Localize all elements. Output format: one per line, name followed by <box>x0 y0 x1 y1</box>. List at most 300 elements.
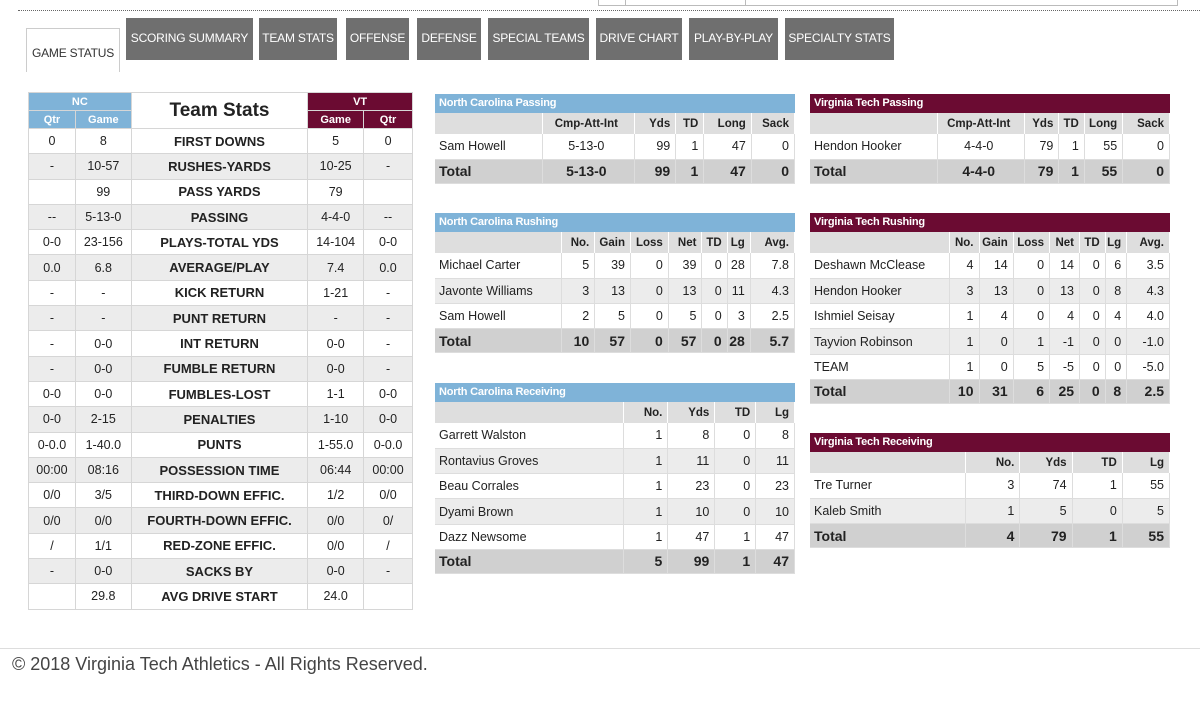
vt-rushing-table <box>810 232 1170 404</box>
column-header-row <box>810 232 1170 253</box>
vt-game-value: 0-0 <box>308 559 364 584</box>
column-header: Lg <box>727 232 750 253</box>
total-value: 10 <box>949 379 979 403</box>
total-row <box>810 524 1170 548</box>
vt-qtr-value: 0/0 <box>364 483 413 508</box>
vt-qtr-value: / <box>364 533 413 558</box>
nc-game-value: - <box>75 280 131 305</box>
stat-value: 0 <box>1013 304 1049 329</box>
nc-game-value: 2-15 <box>75 407 131 432</box>
player-column-header <box>810 452 966 473</box>
column-header: Loss <box>1013 232 1049 253</box>
vt-qtr-value: - <box>364 331 413 356</box>
player-name: Hendon Hooker <box>810 278 949 303</box>
stat-value: 5 <box>1013 354 1049 379</box>
stat-value: 0 <box>979 329 1013 354</box>
team-stats-title: Team Stats <box>131 93 308 129</box>
stat-value: 5 <box>1020 498 1072 523</box>
vt-game-header: Game <box>308 111 364 129</box>
vt-game-value: 1-21 <box>308 280 364 305</box>
vt-rushing-box <box>810 213 1170 404</box>
player-column-header <box>810 232 949 253</box>
team-stat-row <box>29 129 413 154</box>
player-row <box>435 474 795 499</box>
stat-value: 0 <box>1080 278 1106 303</box>
nc-game-value: 29.8 <box>75 584 131 609</box>
stat-value: 8 <box>668 423 715 448</box>
nc-game-value: - <box>75 306 131 331</box>
player-name: TEAM <box>810 354 949 379</box>
vt-qtr-value: 00:00 <box>364 457 413 482</box>
stat-value: 0 <box>702 253 727 278</box>
column-header: TD <box>1080 232 1106 253</box>
column-header-row <box>435 232 795 253</box>
total-value: 5.7 <box>750 329 794 353</box>
column-header: Net <box>1050 232 1080 253</box>
player-row <box>810 498 1170 523</box>
stat-value: 14 <box>979 253 1013 278</box>
vt-game-value: 0-0 <box>308 331 364 356</box>
column-header: Lg <box>756 402 795 423</box>
stat-value: 11 <box>668 448 715 473</box>
team-stat-row <box>29 559 413 584</box>
stat-value: 1 <box>949 304 979 329</box>
team-stat-row <box>29 255 413 280</box>
nc-qtr-value: 0 <box>29 129 76 154</box>
nc-rushing-table <box>435 232 795 353</box>
vt-qtr-value: - <box>364 356 413 381</box>
stat-value: 1 <box>624 499 668 524</box>
player-row <box>435 253 795 278</box>
team-stat-row <box>29 432 413 457</box>
player-row <box>435 499 795 524</box>
player-name: Rontavius Groves <box>435 448 624 473</box>
tab-scoring-summary[interactable]: SCORING SUMMARY <box>126 18 253 60</box>
stat-value: 28 <box>727 253 750 278</box>
stat-label: RUSHES-YARDS <box>131 154 308 179</box>
player-name: Garrett Walston <box>435 423 624 448</box>
nc-game-value: 23-156 <box>75 230 131 255</box>
player-column-header <box>435 113 543 134</box>
total-value: 47 <box>756 549 795 573</box>
stat-value: 2 <box>561 304 595 329</box>
stat-value: 1 <box>1059 134 1085 159</box>
vt-game-value: 24.0 <box>308 584 364 609</box>
nc-game-value: 0-0 <box>75 356 131 381</box>
nc-qtr-value: - <box>29 280 76 305</box>
total-value: 0 <box>630 329 668 353</box>
stat-value: 13 <box>979 278 1013 303</box>
stat-value: 3 <box>727 304 750 329</box>
total-value: 0 <box>702 329 727 353</box>
player-row <box>810 134 1170 159</box>
player-row <box>810 304 1170 329</box>
player-row <box>810 278 1170 303</box>
total-value: 99 <box>635 159 676 183</box>
nc-game-value: 10-57 <box>75 154 131 179</box>
total-value: 4 <box>966 524 1020 548</box>
vt-passing-table <box>810 113 1170 184</box>
stat-value: -1 <box>1050 329 1080 354</box>
nc-qtr-value: - <box>29 331 76 356</box>
total-value: 4-4-0 <box>938 159 1025 183</box>
stat-label: FUMBLES-LOST <box>131 381 308 406</box>
stat-value: 39 <box>595 253 631 278</box>
stat-value: 0 <box>751 134 794 159</box>
vt-qtr-value <box>364 584 413 609</box>
stat-value: 47 <box>704 134 752 159</box>
total-value: 57 <box>668 329 702 353</box>
stat-value: -1.0 <box>1127 329 1170 354</box>
vt-game-value: 0-0 <box>308 356 364 381</box>
column-header: Cmp-Att-Int <box>543 113 635 134</box>
stat-value: 0 <box>702 278 727 303</box>
tab-game-status[interactable]: GAME STATUS <box>26 28 120 72</box>
nc-game-value: 1/1 <box>75 533 131 558</box>
total-value: 8 <box>1105 379 1126 403</box>
stat-label: PLAYS-TOTAL YDS <box>131 230 308 255</box>
copyright-footer: © 2018 Virginia Tech Athletics - All Rights Reserved. <box>12 654 428 674</box>
nc-qtr-value <box>29 584 76 609</box>
team-stat-row <box>29 381 413 406</box>
stat-value: 5 <box>561 253 595 278</box>
total-label: Total <box>435 549 624 573</box>
vt-receiving-box <box>810 433 1170 548</box>
column-header: Sack <box>751 113 794 134</box>
vt-qtr-header: Qtr <box>364 111 413 129</box>
player-row <box>810 253 1170 278</box>
stat-value: 13 <box>668 278 702 303</box>
nc-game-value: 0-0 <box>75 331 131 356</box>
tab-defense[interactable]: DEFENSE <box>417 18 481 60</box>
total-value: 79 <box>1020 524 1072 548</box>
stat-value: 0 <box>1123 134 1170 159</box>
nc-qtr-value: 0.0 <box>29 255 76 280</box>
vt-game-value: 1-10 <box>308 407 364 432</box>
player-row <box>435 423 795 448</box>
total-value: 2.5 <box>1127 379 1170 403</box>
total-row <box>435 549 795 573</box>
team-stat-row <box>29 356 413 381</box>
nc-game-value: 99 <box>75 179 131 204</box>
player-name: Kaleb Smith <box>810 498 966 523</box>
stat-value: 1 <box>1072 473 1122 498</box>
column-header: No. <box>966 452 1020 473</box>
vt-receiving-title: Virginia Tech Receiving <box>810 433 1170 452</box>
stat-value: 4.3 <box>750 278 794 303</box>
stat-value: 0 <box>1105 329 1126 354</box>
vt-qtr-value: - <box>364 154 413 179</box>
stat-value: 7.8 <box>750 253 794 278</box>
total-value: 6 <box>1013 379 1049 403</box>
total-value: 79 <box>1025 159 1059 183</box>
column-header: Lg <box>1122 452 1169 473</box>
total-row <box>810 379 1170 403</box>
stat-value: 0 <box>1080 304 1106 329</box>
vt-passing-box <box>810 94 1170 184</box>
tab-team-stats[interactable]: TEAM STATS <box>259 18 337 60</box>
vt-game-value: 7.4 <box>308 255 364 280</box>
nc-receiving-title: North Carolina Receiving <box>435 383 795 402</box>
tab-play-by-play[interactable]: PLAY-BY-PLAY <box>689 18 778 60</box>
vt-game-value: 5 <box>308 129 364 154</box>
column-header: TD <box>1059 113 1085 134</box>
nc-game-value: 0-0 <box>75 559 131 584</box>
vt-qtr-value: - <box>364 306 413 331</box>
nc-qtr-value: 0-0 <box>29 407 76 432</box>
stat-label: FOURTH-DOWN EFFIC. <box>131 508 308 533</box>
player-name: Javonte Williams <box>435 278 561 303</box>
column-header-row <box>435 402 795 423</box>
player-name: Deshawn McClease <box>810 253 949 278</box>
player-row <box>810 354 1170 379</box>
total-value: 55 <box>1084 159 1122 183</box>
column-header: TD <box>702 232 727 253</box>
team-stat-row <box>29 584 413 609</box>
nc-game-value: 6.8 <box>75 255 131 280</box>
dotted-divider <box>18 10 1200 11</box>
nc-qtr-value: 0-0 <box>29 381 76 406</box>
stat-value: 0 <box>630 253 668 278</box>
player-row <box>810 473 1170 498</box>
stat-label: FIRST DOWNS <box>131 129 308 154</box>
nc-rushing-title: North Carolina Rushing <box>435 213 795 232</box>
stat-value: 1 <box>676 134 704 159</box>
total-value: 57 <box>595 329 631 353</box>
vt-game-value: 79 <box>308 179 364 204</box>
stat-value: 4 <box>949 253 979 278</box>
stat-label: SACKS BY <box>131 559 308 584</box>
top-field-box <box>598 0 1178 6</box>
stat-value: 0 <box>715 474 756 499</box>
nc-qtr-value: 0/0 <box>29 508 76 533</box>
nc-qtr-value: - <box>29 306 76 331</box>
nc-qtr-value <box>29 179 76 204</box>
total-row <box>435 159 795 183</box>
vt-qtr-value: 0-0 <box>364 381 413 406</box>
column-header: Long <box>1084 113 1122 134</box>
nc-passing-box <box>435 94 795 184</box>
player-name: Sam Howell <box>435 304 561 329</box>
stat-value: 0 <box>1080 253 1106 278</box>
stat-value: 13 <box>1050 278 1080 303</box>
stat-value: 0 <box>1013 278 1049 303</box>
team-stat-row <box>29 179 413 204</box>
total-value: 47 <box>704 159 752 183</box>
stat-value: 1 <box>1013 329 1049 354</box>
nc-game-value: 0/0 <box>75 508 131 533</box>
stat-label: PASS YARDS <box>131 179 308 204</box>
vt-qtr-value: -- <box>364 204 413 229</box>
vt-qtr-value <box>364 179 413 204</box>
team-stat-row <box>29 483 413 508</box>
vt-game-value: 4-4-0 <box>308 204 364 229</box>
total-value: 1 <box>676 159 704 183</box>
column-header: Long <box>704 113 752 134</box>
team-stat-row <box>29 154 413 179</box>
player-name: Dyami Brown <box>435 499 624 524</box>
player-row <box>435 278 795 303</box>
tab-drive-chart[interactable]: DRIVE CHART <box>596 18 682 60</box>
stat-value: 47 <box>756 524 795 549</box>
stat-value: 47 <box>668 524 715 549</box>
team-stats-table <box>28 92 413 610</box>
player-name: Tre Turner <box>810 473 966 498</box>
vt-qtr-value: - <box>364 280 413 305</box>
team-stat-row <box>29 230 413 255</box>
vt-game-value: 1/2 <box>308 483 364 508</box>
total-label: Total <box>810 159 938 183</box>
team-stat-row <box>29 204 413 229</box>
stat-value: 8 <box>756 423 795 448</box>
column-header: Net <box>668 232 702 253</box>
player-row <box>435 304 795 329</box>
vt-game-value: 10-25 <box>308 154 364 179</box>
stat-label: INT RETURN <box>131 331 308 356</box>
total-value: 10 <box>561 329 595 353</box>
player-name: Ishmiel Seisay <box>810 304 949 329</box>
stat-value: 1 <box>624 448 668 473</box>
stat-value: 0 <box>979 354 1013 379</box>
stat-value: 0 <box>1080 354 1106 379</box>
total-value: 55 <box>1122 524 1169 548</box>
stat-value: 3 <box>561 278 595 303</box>
stat-value: 0 <box>715 448 756 473</box>
stat-value: 0 <box>630 278 668 303</box>
stat-value: 4.3 <box>1127 278 1170 303</box>
nc-rushing-box <box>435 213 795 353</box>
stat-value: 4.0 <box>1127 304 1170 329</box>
nc-game-value: 0-0 <box>75 381 131 406</box>
stat-value: 10 <box>756 499 795 524</box>
column-header-row <box>810 452 1170 473</box>
column-header-row <box>435 113 795 134</box>
nc-receiving-table <box>435 402 795 574</box>
player-row <box>435 134 795 159</box>
vt-qtr-value: 0-0 <box>364 407 413 432</box>
total-value: 31 <box>979 379 1013 403</box>
nc-receiving-box <box>435 383 795 574</box>
column-header: TD <box>1072 452 1122 473</box>
column-header: Avg. <box>1127 232 1170 253</box>
player-name: Hendon Hooker <box>810 134 938 159</box>
stat-value: 3 <box>966 473 1020 498</box>
nc-qtr-value: - <box>29 154 76 179</box>
vt-game-value: 06:44 <box>308 457 364 482</box>
stat-label: POSSESSION TIME <box>131 457 308 482</box>
stat-value: 5 <box>1122 498 1169 523</box>
nc-game-value: 5-13-0 <box>75 204 131 229</box>
total-value: 99 <box>668 549 715 573</box>
stat-label: KICK RETURN <box>131 280 308 305</box>
vt-game-value: 14-104 <box>308 230 364 255</box>
nc-passing-title: North Carolina Passing <box>435 94 795 113</box>
stat-label: FUMBLE RETURN <box>131 356 308 381</box>
total-value: 1 <box>715 549 756 573</box>
nc-passing-table <box>435 113 795 184</box>
vt-game-value: 1-1 <box>308 381 364 406</box>
stat-value: 1 <box>715 524 756 549</box>
stat-value: 3 <box>949 278 979 303</box>
stat-value: 0 <box>1013 253 1049 278</box>
stat-value: 6 <box>1105 253 1126 278</box>
nc-game-value: 1-40.0 <box>75 432 131 457</box>
team-stat-row <box>29 508 413 533</box>
column-header: Loss <box>630 232 668 253</box>
stat-value: 11 <box>727 278 750 303</box>
footer-divider <box>0 648 1200 649</box>
stat-label: THIRD-DOWN EFFIC. <box>131 483 308 508</box>
total-value: 0 <box>1080 379 1106 403</box>
player-column-header <box>435 232 561 253</box>
nc-game-value: 08:16 <box>75 457 131 482</box>
total-value: 5-13-0 <box>543 159 635 183</box>
top-bar <box>0 0 1200 14</box>
stat-label: PENALTIES <box>131 407 308 432</box>
stat-value: 5 <box>595 304 631 329</box>
stat-value: 79 <box>1025 134 1059 159</box>
player-name: Beau Corrales <box>435 474 624 499</box>
tab-specialty-stats[interactable]: SPECIALTY STATS <box>785 18 894 60</box>
column-header: Gain <box>595 232 631 253</box>
stat-value: 4 <box>1105 304 1126 329</box>
team-stat-row <box>29 306 413 331</box>
team-stat-row <box>29 407 413 432</box>
column-header-row <box>810 113 1170 134</box>
vt-game-value: 0/0 <box>308 533 364 558</box>
column-header: TD <box>676 113 704 134</box>
stat-value: 1 <box>624 524 668 549</box>
column-header: Yds <box>1025 113 1059 134</box>
vt-receiving-table <box>810 452 1170 548</box>
nc-qtr-value: - <box>29 356 76 381</box>
team-stat-row <box>29 533 413 558</box>
vt-team-header: VT <box>308 93 413 111</box>
nc-game-value: 3/5 <box>75 483 131 508</box>
total-value: 0 <box>751 159 794 183</box>
nc-team-header: NC <box>29 93 132 111</box>
stat-value: 14 <box>1050 253 1080 278</box>
tab-special-teams[interactable]: SPECIAL TEAMS <box>488 18 589 60</box>
stat-label: AVERAGE/PLAY <box>131 255 308 280</box>
nc-qtr-value: 0-0.0 <box>29 432 76 457</box>
stat-value: 4 <box>1050 304 1080 329</box>
column-header: No. <box>624 402 668 423</box>
player-column-header <box>810 113 938 134</box>
stat-value: 1 <box>966 498 1020 523</box>
total-label: Total <box>435 329 561 353</box>
team-stat-row <box>29 280 413 305</box>
total-value: 25 <box>1050 379 1080 403</box>
vt-qtr-value: 0-0.0 <box>364 432 413 457</box>
nc-qtr-value: -- <box>29 204 76 229</box>
stat-value: 0 <box>715 423 756 448</box>
vt-qtr-value: - <box>364 559 413 584</box>
nc-qtr-value: 0/0 <box>29 483 76 508</box>
tab-offense[interactable]: OFFENSE <box>346 18 409 60</box>
nc-qtr-value: - <box>29 559 76 584</box>
vt-qtr-value: 0 <box>364 129 413 154</box>
total-value: 0 <box>1123 159 1170 183</box>
total-row <box>435 329 795 353</box>
column-header: No. <box>949 232 979 253</box>
stat-value: 0 <box>1105 354 1126 379</box>
column-header: TD <box>715 402 756 423</box>
stat-value: 39 <box>668 253 702 278</box>
stat-value: 74 <box>1020 473 1072 498</box>
total-value: 1 <box>1072 524 1122 548</box>
stat-label: PASSING <box>131 204 308 229</box>
